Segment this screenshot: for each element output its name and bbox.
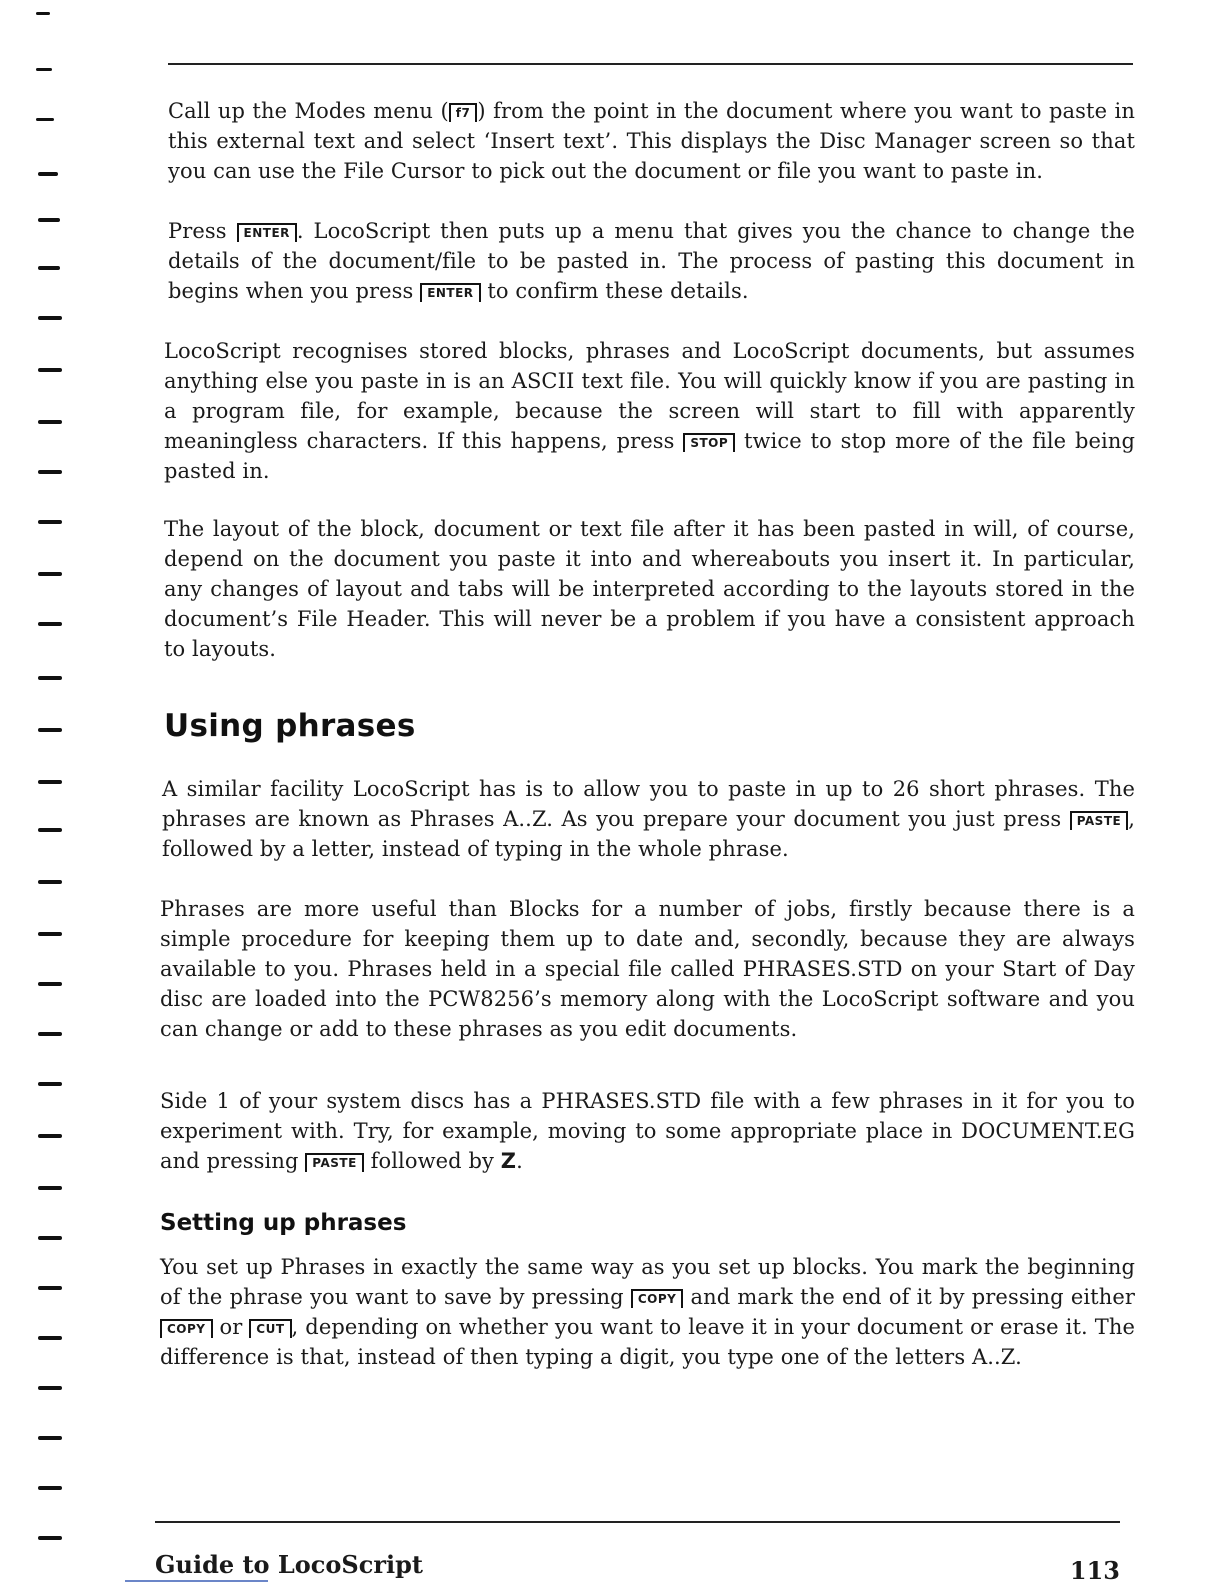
paragraph-text: Side 1 of your system discs has a PHRASES.STD file with a few phrases in it for you to experiment with. Try, for example, moving to some appropriate place in DOCUMENT.EG and pressing — [160, 1089, 1135, 1173]
paragraph — [160, 1252, 1135, 1372]
binding-mark — [38, 1536, 62, 1540]
paragraph-text: to confirm these details. — [480, 279, 749, 303]
paragraph-text: and mark the end of it by pressing either — [683, 1285, 1135, 1309]
binding-mark — [36, 118, 54, 121]
binding-mark — [38, 172, 58, 176]
paragraph-text: LocoScript recognises stored blocks, phrases and LocoScript documents, but assumes anything else you paste in is an ASCII text file. You will quickly know if you are pasting in a program file, for example, because the screen will start to fill with apparently meaningless characters. If this happens, press — [164, 339, 1135, 453]
binding-mark — [38, 676, 62, 680]
page-content — [160, 96, 1135, 1372]
key-cap-copy: COPY — [631, 1289, 684, 1308]
paragraph-text: or — [212, 1315, 250, 1339]
binding-mark — [36, 68, 52, 71]
paragraph — [162, 774, 1135, 864]
binding-mark — [38, 1436, 62, 1440]
binding-mark — [38, 1186, 62, 1190]
binding-mark — [38, 880, 62, 884]
paragraph — [164, 336, 1135, 486]
key-cap-paste: PASTE — [1070, 811, 1129, 830]
subsection-heading: Setting up phrases — [160, 1210, 407, 1236]
binding-mark — [38, 316, 62, 320]
key-cap-cut: CUT — [249, 1319, 291, 1338]
key-cap-copy: COPY — [160, 1319, 213, 1338]
paragraph-text: A similar facility LocoScript has is to allow you to paste in up to 26 short phrases. The phrases are known as Phrases A..Z. As you prepare your document you just press — [162, 777, 1135, 831]
paragraph-text: The layout of the block, document or text file after it has been pasted in will, of course, depend on the document you paste it into and whereabouts you insert it. In particular, any changes of layout and tabs will be interpreted according to the layouts stored in the document’s File Header. This will never be a problem if you have a consistent approach to layouts. — [164, 517, 1135, 661]
top-rule — [168, 63, 1133, 65]
bold-letter: Z — [500, 1149, 517, 1173]
binding-mark — [36, 12, 50, 15]
key-cap-paste: PASTE — [305, 1153, 364, 1172]
binding-mark — [38, 932, 62, 936]
page-number: 113 — [1069, 1556, 1120, 1585]
key-cap-enter: ENTER — [420, 283, 480, 302]
paragraph — [160, 1086, 1135, 1176]
binding-mark — [38, 1286, 62, 1290]
binding-mark — [38, 1032, 62, 1036]
binding-mark — [38, 368, 62, 372]
paragraph — [168, 96, 1135, 186]
paragraph-text: Press — [168, 219, 237, 243]
binding-mark — [38, 470, 62, 474]
paragraph — [160, 894, 1135, 1044]
paragraph-text: , depending on whether you want to leave it in your document or erase it. The difference is that, instead of then typing a digit, you type one of the letters A..Z. — [160, 1315, 1135, 1369]
footer-rule — [155, 1521, 1120, 1523]
paragraph — [168, 216, 1135, 306]
binding-mark — [38, 1134, 62, 1138]
paragraph-text: . LocoScript then puts up a menu that gives you the chance to change the details of the document/file to be pasted in. The process of pasting this document in begins when you press — [168, 219, 1135, 303]
binding-mark — [38, 982, 62, 986]
binding-mark — [38, 728, 62, 732]
binding-mark — [38, 266, 60, 270]
paragraph-text: You set up Phrases in exactly the same way as you set up blocks. You mark the beginning of the phrase you want to save by pressing — [160, 1255, 1135, 1309]
binding-mark — [38, 622, 62, 626]
binding-mark — [38, 1082, 62, 1086]
binding-mark — [38, 1486, 62, 1490]
binding-marks — [30, 0, 90, 1584]
paragraph-text: Phrases are more useful than Blocks for a number of jobs, firstly because there is a simple procedure for keeping them up to date and, secondly, because they are always available to you. Phrases held in a special file called PHRASES.STD on your Start of Day disc are loaded into the PCW8256’s memory along with the LocoScript software and you can change or add to these phrases as you edit documents. — [160, 897, 1135, 1041]
paragraph-text: twice to stop more of the file being pasted in. — [164, 429, 1136, 483]
paragraph — [164, 514, 1135, 664]
scan-artifact-line — [125, 1580, 268, 1582]
paragraph-text: Call up the Modes menu ( — [168, 99, 449, 123]
section-heading: Using phrases — [164, 708, 416, 744]
binding-mark — [38, 1236, 62, 1240]
footer-title: Guide to LocoScript — [155, 1550, 423, 1579]
paragraph-text: ) from the point in the document where you want to paste in this external text and select ‘Insert text’. This displays the Disc Manager screen so that you can use the File Cursor to pick out the document or file you want to paste in. — [168, 99, 1135, 183]
binding-mark — [38, 420, 62, 424]
key-cap-stop: STOP — [683, 433, 735, 452]
binding-mark — [38, 828, 62, 832]
binding-mark — [38, 520, 62, 524]
key-cap-enter: ENTER — [237, 223, 297, 242]
binding-mark — [38, 1336, 62, 1340]
binding-mark — [38, 572, 62, 576]
paragraph-text: , followed by a letter, instead of typing in the whole phrase. — [162, 807, 1135, 861]
paragraph-text: followed by — [363, 1149, 501, 1173]
binding-mark — [38, 1386, 62, 1390]
key-cap-f7: f7 — [449, 103, 478, 122]
binding-mark — [38, 218, 60, 222]
binding-mark — [38, 780, 62, 784]
paragraph-text: . — [516, 1149, 523, 1173]
